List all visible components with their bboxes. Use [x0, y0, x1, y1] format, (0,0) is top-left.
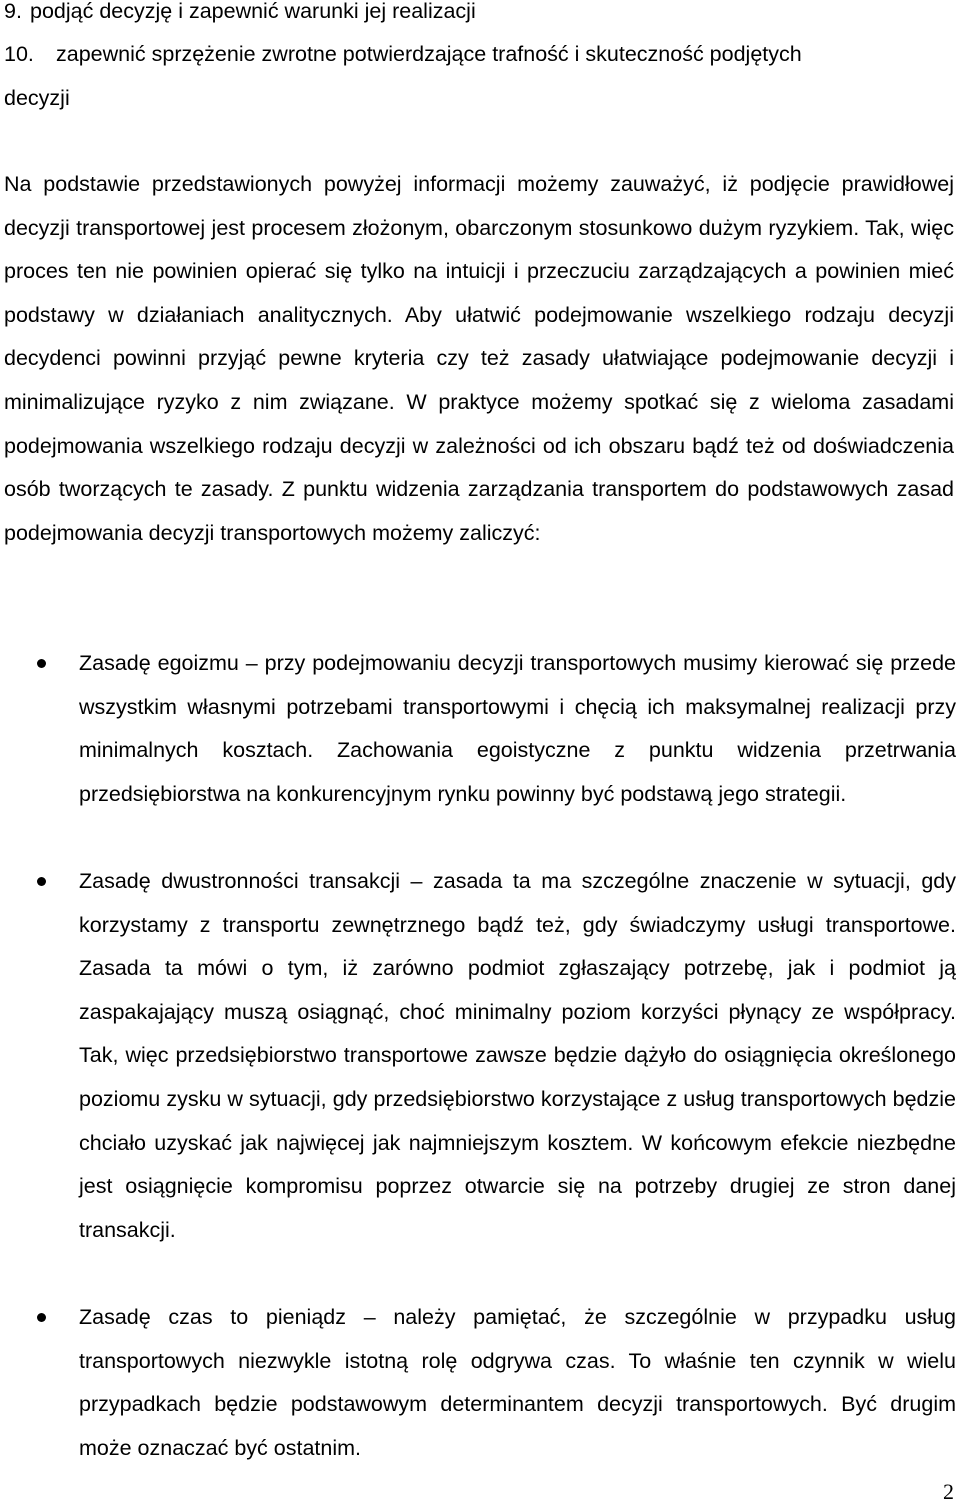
bullet-text: Zasadę egoizmu – przy podejmowaniu decyzji transportowych musimy kierować się przede wszystkim własnymi potrzebami transportowymi i chęcią ich maksymalnej realizacji przy minimalnych kosztach. Zachowania egoistyczne z punktu widzenia przetrwania przedsiębiorstwa na konkurencyjnym rynku powinny być podstawą jego strategii. [79, 651, 956, 806]
bullet-icon [37, 877, 46, 886]
list-number: 10. [4, 42, 34, 66]
bullet-text: Zasadę dwustronności transakcji – zasada ta ma szczególne znaczenie w sytuacji, gdy korzystamy z transportu zewnętrznego bądź też, gdy świadczymy usługi transportowe. Zasada ta mówi o tym, iż zarówno podmiot zgłaszający potrzebę, jak i podmiot ją zaspakajający muszą osiągnąć, choć minimalny poziom korzyści płynący ze współpracy. Tak, więc przedsiębiorstwo transportowe zawsze będzie dążyło do osiągnięcia określonego poziomu zysku w sytuacji, gdy przedsiębiorstwo korzystające z usług transportowych będzie chciało uzyskać jak najwięcej jak najmniejszym kosztem. W końcowym efekcie niezbędne jest osiągnięcie kompromisu poprzez otwarcie się na potrzeby drugiej ze stron danej transakcji. [79, 868, 956, 1242]
bullet-icon [37, 1313, 46, 1322]
bullet-item-time-is-money [0, 1296, 956, 1470]
bullet-item-egoism [0, 642, 956, 816]
list-item-text: zapewnić sprzężenie zwrotne potwierdzające trafność i skuteczność podjętych [56, 42, 802, 66]
list-item-text: podjąć decyzję i zapewnić warunki jej realizacji [30, 0, 476, 23]
list-number: 9. [4, 0, 22, 23]
bullet-text: Zasadę czas to pieniądz – należy pamiętać, że szczególnie w przypadku usług transportowych niezwykle istotną rolę odgrywa czas. To właśnie ten czynnik w wielu przypadkach będzie podstawowym determinantem decyzji transportowych. Być drugim może oznaczać być ostatnim. [79, 1304, 956, 1460]
principles-list [0, 642, 960, 1470]
list-item-text-continuation: decyzji [4, 85, 70, 110]
page-number: 2 [943, 1479, 954, 1504]
bullet-item-bilateral [0, 860, 956, 1252]
bullet-icon [37, 659, 46, 668]
body-paragraph: Na podstawie przedstawionych powyżej informacji możemy zauważyć, iż podjęcie prawidłowej decyzji transportowej jest procesem złożonym, obarczonym stosunkowo dużym ryzykiem. Tak, więc proces ten nie powinien opierać się tylko na intuicji i przeczuciu zarządzających a powinien mieć podstawy w działaniach analitycznych. Aby ułatwić podejmowanie wszelkiego rodzaju decyzji decydenci powinni przyjąć pewne kryteria czy też zasady ułatwiające podejmowanie decyzji i minimalizujące ryzyko z nim związane. W praktyce możemy spotkać się z wieloma zasadami podejmowania wszelkiego rodzaju decyzji w zależności od ich obszaru bądź też od doświadczenia osób tworzących te zasady. Z punktu widzenia zarządzania transportem do podstawowych zasad podejmowania decyzji transportowych możemy zaliczyć: [4, 172, 954, 545]
